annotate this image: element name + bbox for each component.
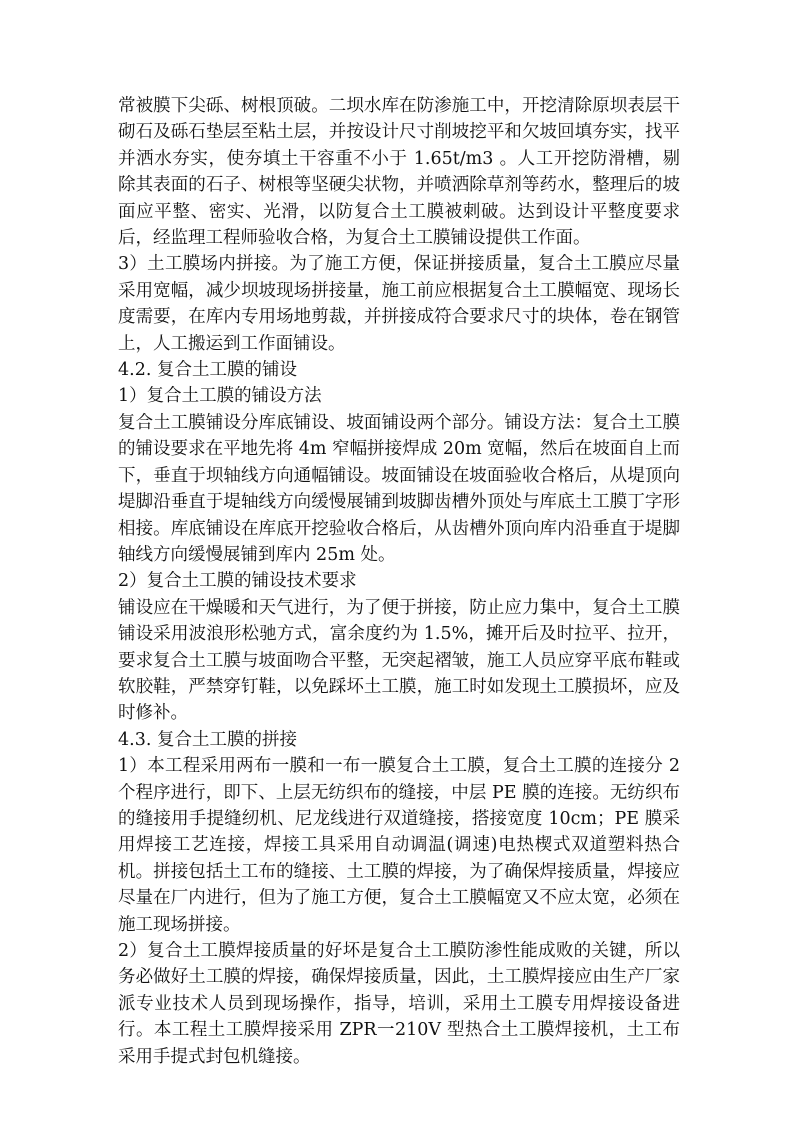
paragraph-splicing-in-yard: 3）土工膜场内拼接。为了施工方便，保证拼接质量，复合土工膜应尽量采用宽幅，减少坝坡现场拼接量，施工前应根据复合土工膜幅宽、现场长度需要，在库内专用场地剪裁，并拼接成符合要求尺寸的块体，卷在钢管上，人工搬运到工作面铺设。	[118, 254, 680, 354]
section-heading-splicing: 4.3. 复合土工膜的拼接	[118, 729, 297, 750]
paragraph-laying-method: 复合土工膜铺设分库底铺设、坡面铺设两个部分。铺设方法：复合土工膜的铺设要求在平地先将 4m 窄幅拼接焊成 20m 宽幅，然后在坡面自上而下，垂直于坝轴线方向通幅铺设。坡面铺设在坡面验收合格后，从堤顶向堤脚沿垂直于堤轴线方向缓慢展铺到坡脚齿槽外顶处与库底土工膜丁字形相接。库底铺设在库底开挖验收合格后，从齿槽外顶向库内沿垂直于堤脚轴线方向缓慢展铺到库内 25m 处。	[118, 412, 680, 565]
paragraph-slope-preparation: 常被膜下尖砾、树根顶破。二坝水库在防渗施工中，开挖清除原坝表层干砌石及砾石垫层至粘土层，并按设计尺寸削坡挖平和欠坡回填夯实，找平并洒水夯实，使夯填土干容重不小于 1.65t/m3 。人工开挖防滑槽，剔除其表面的石子、树根等坚硬尖状物，并喷洒除草剂等药水，整理后的坡面应平整、密实、光滑，以防复合土工膜被刺破。达到设计平整度要求后，经监理工程师验收合格，为复合土工膜铺设提供工作面。	[118, 96, 680, 249]
subheading-laying-requirements: 2）复合土工膜的铺设技术要求	[118, 571, 357, 592]
section-heading-laying: 4.2. 复合土工膜的铺设	[118, 360, 297, 381]
subheading-laying-method: 1）复合土工膜的铺设方法	[118, 386, 322, 407]
paragraph-laying-requirements: 铺设应在干燥暖和天气进行，为了便于拼接，防止应力集中，复合土工膜铺设采用波浪形松驰方式，富余度约为 1.5%，摊开后及时拉平、拉开，要求复合土工膜与坡面吻合平整，无突起褶皱，施工人员应穿平底布鞋或软胶鞋，严禁穿钉鞋，以免踩坏土工膜，施工时如发现土工膜损坏，应及时修补。	[118, 597, 680, 724]
paragraph-welding-quality: 2）复合土工膜焊接质量的好坏是复合土工膜防渗性能成败的关键，所以务必做好土工膜的焊接，确保焊接质量，因此，土工膜焊接应由生产厂家派专业技术人员到现场操作，指导，培训，采用土工膜专用焊接设备进行。本工程土工膜焊接采用 ZPR一210V 型热合土工膜焊接机，土工布采用手提式封包机缝接。	[118, 941, 680, 1067]
document-body	[118, 93, 680, 1070]
paragraph-splicing-process: 1）本工程采用两布一膜和一布一膜复合土工膜，复合土工膜的连接分 2 个程序进行，即下、上层无纺织布的缝接，中层 PE 膜的连接。无纺织布的缝接用手提缝纫机、尼龙线进行双道缝接，搭接宽度 10cm；PE 膜采用焊接工艺连接，焊接工具采用自动调温(调速)电热楔式双道塑料热合机。拼接包括土工布的缝接、土工膜的焊接，为了确保焊接质量，焊接应尽量在厂内进行，但为了施工方便，复合土工膜幅宽又不应太宽，必须在施工现场拼接。	[118, 756, 680, 935]
